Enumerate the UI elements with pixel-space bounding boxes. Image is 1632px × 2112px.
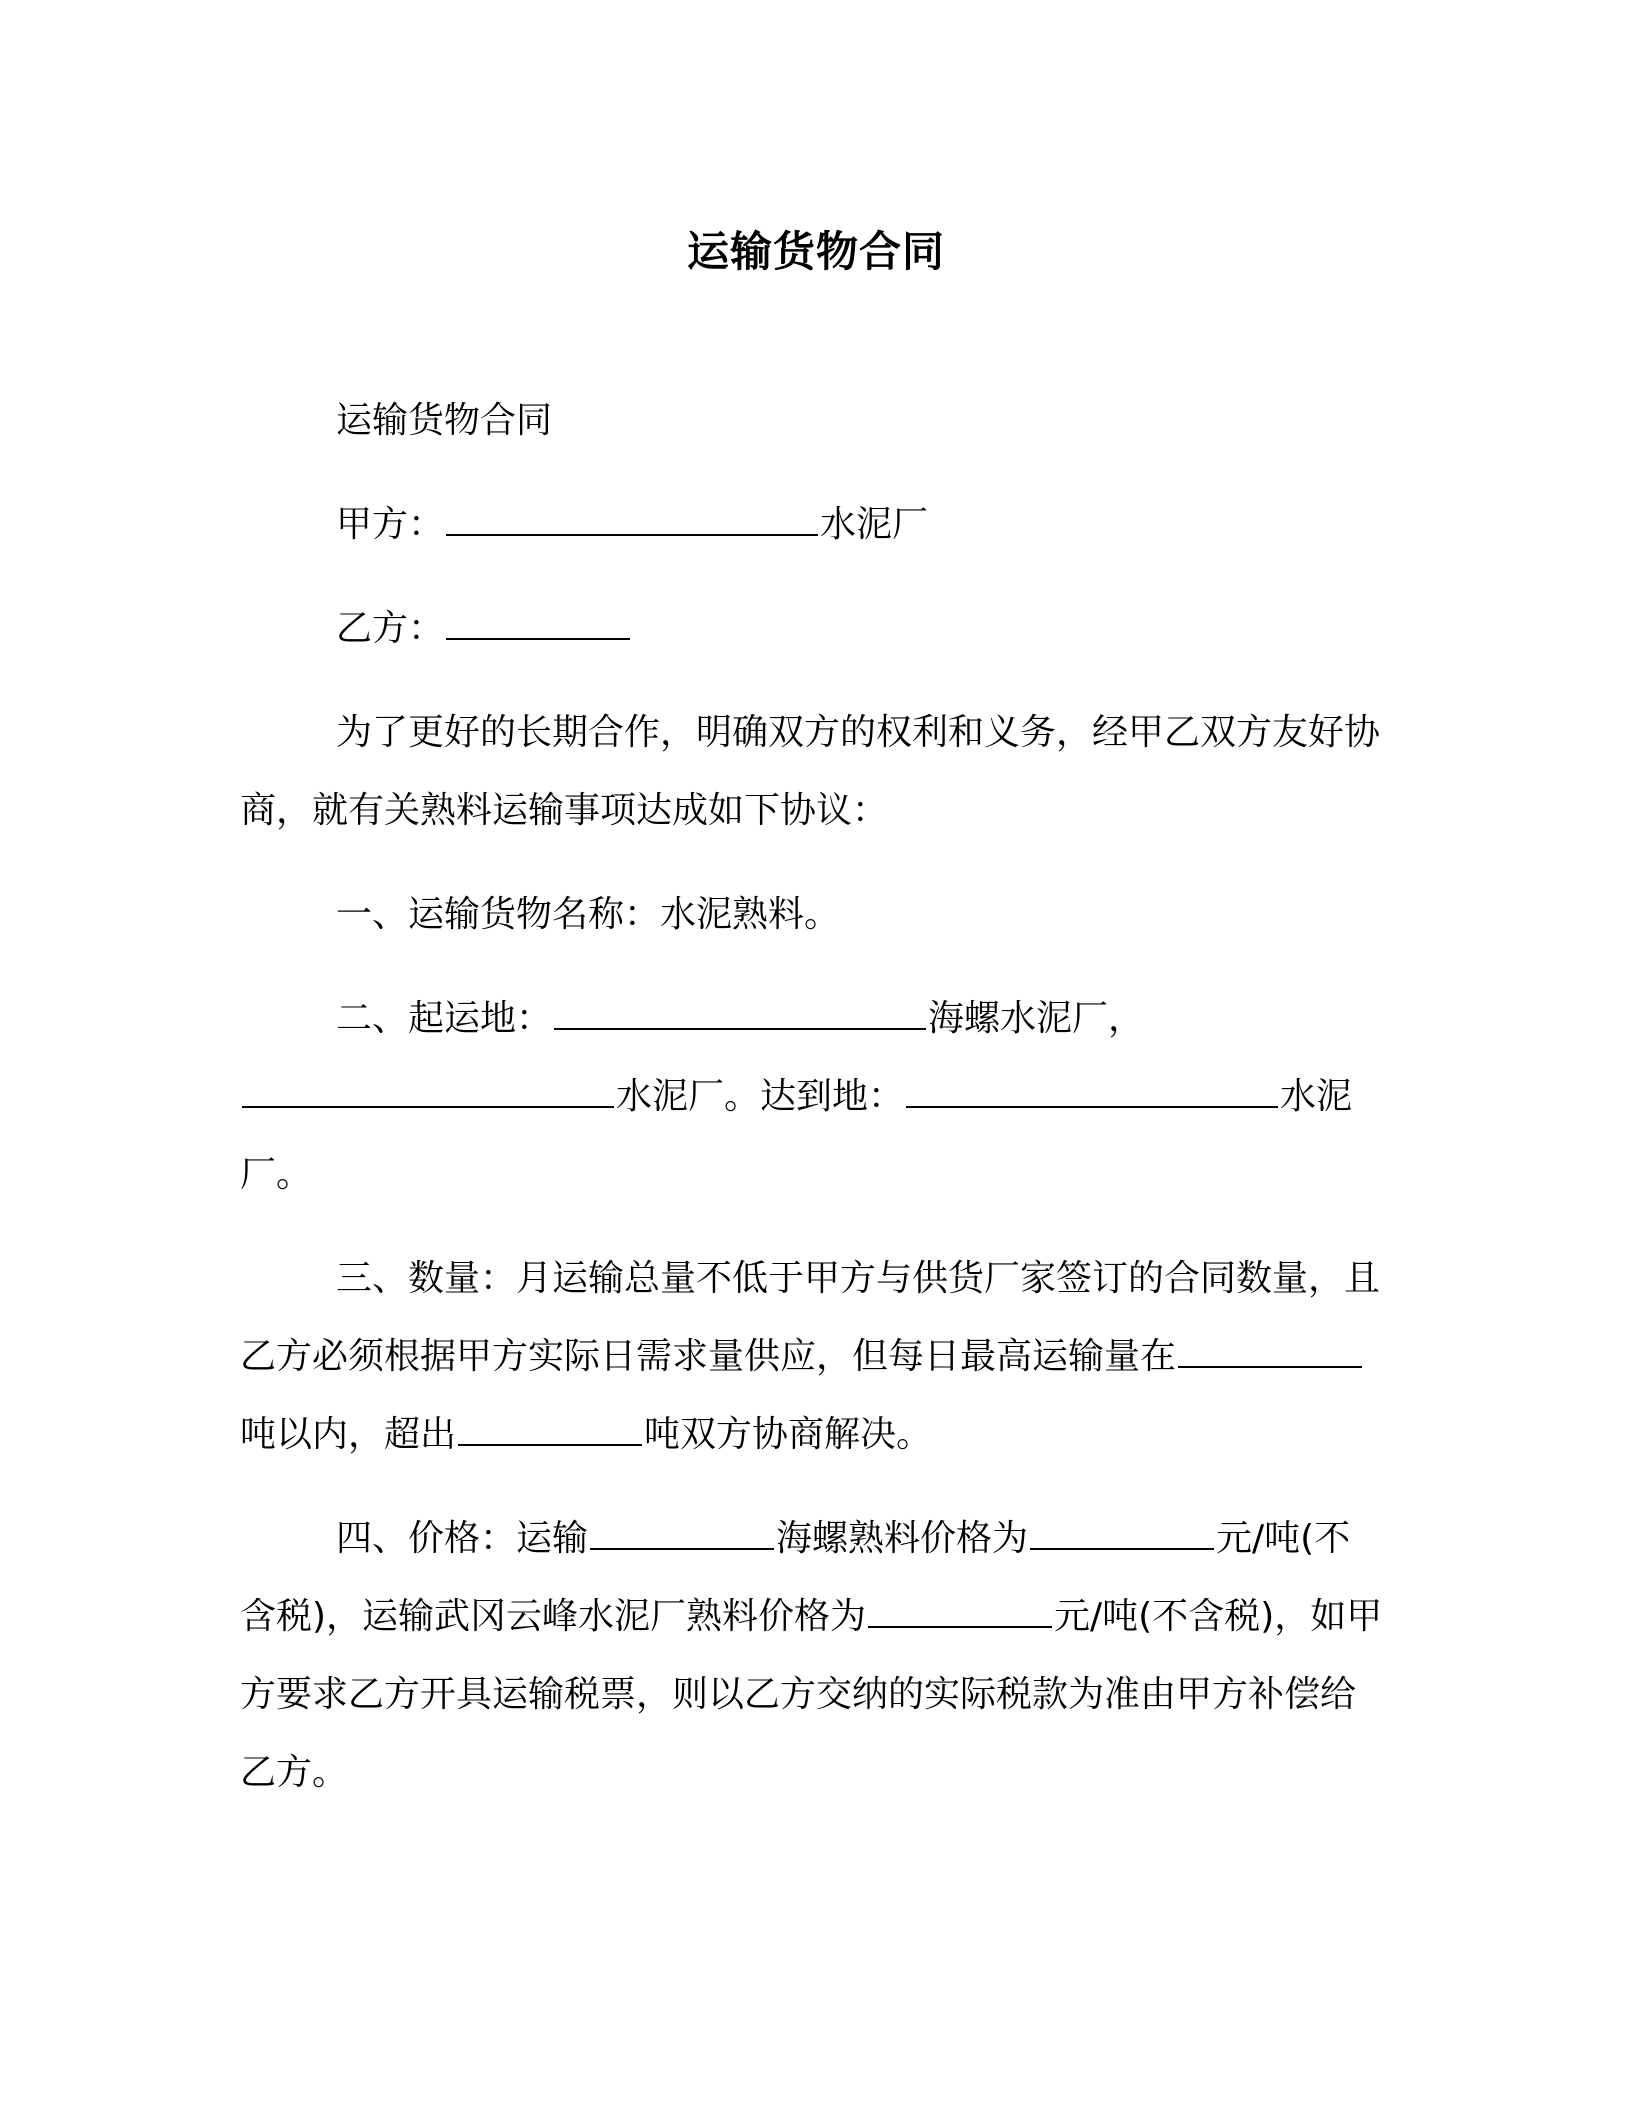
clause-3-text2: 吨以内，超出 <box>240 1414 457 1455</box>
clause-4-text3: 元/吨(不含税)，运输武冈云峰水泥厂熟料价格为 <box>240 1518 1351 1637</box>
clause-4-text4: 元/吨(不含税)，如甲方要求乙方开具运输税票，则以乙方交纳的实际税款为准由甲方补偿给乙方。 <box>240 1596 1383 1793</box>
clause-1: 一、运输货物名称：水泥熟料。 <box>336 894 841 935</box>
transport-route-blank <box>590 1518 774 1550</box>
clause-3 <box>240 1240 1386 1474</box>
party-a-suffix: 水泥厂 <box>820 504 929 545</box>
party-b-blank <box>446 608 630 640</box>
clause-2-text1: 海螺水泥厂， <box>928 998 1145 1039</box>
clause-4-text1: 四、价格：运输 <box>336 1518 589 1559</box>
price-blank-1 <box>1030 1518 1214 1550</box>
document-subtitle: 运输货物合同 <box>336 400 553 441</box>
destination-blank <box>906 1076 1278 1108</box>
party-b-line <box>240 590 1386 668</box>
clause-2 <box>240 980 1386 1214</box>
clause-2-text3: 水泥厂。 <box>240 1076 1353 1195</box>
clause-4 <box>240 1500 1386 1812</box>
clause-2-prefix: 二、起运地： <box>336 998 553 1039</box>
max-daily-volume-blank <box>1178 1336 1362 1368</box>
origin-blank-1 <box>554 998 926 1030</box>
party-b-label: 乙方： <box>336 608 445 649</box>
clause-3-text3: 吨双方协商解决。 <box>644 1414 933 1455</box>
clause-2-text2: 水泥厂。达到地： <box>616 1076 905 1117</box>
document-title: 运输货物合同 <box>686 227 945 276</box>
intro-paragraph: 为了更好的长期合作，明确双方的权利和义务，经甲乙双方友好协商，就有关熟料运输事项达成如下协议： <box>240 712 1381 831</box>
excess-volume-blank <box>458 1414 642 1446</box>
price-blank-2 <box>868 1596 1052 1628</box>
clause-4-text2: 海螺熟料价格为 <box>776 1518 1029 1559</box>
party-a-line <box>240 486 1386 564</box>
origin-blank-2 <box>242 1076 614 1108</box>
party-a-label: 甲方： <box>336 504 445 545</box>
clause-3-text1: 三、数量：月运输总量不低于甲方与供货厂家签订的合同数量，且乙方必须根据甲方实际日需求量供应，但每日最高运输量在 <box>240 1258 1381 1377</box>
party-a-blank <box>446 504 818 536</box>
